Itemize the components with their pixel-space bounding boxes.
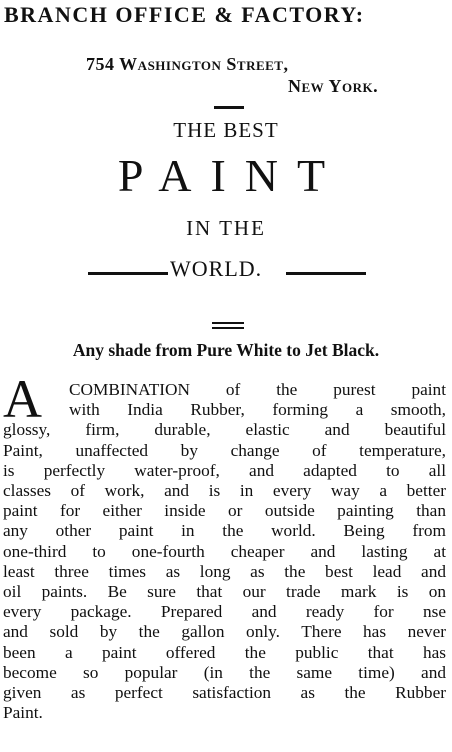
body-line: been a paint offered the public that has [3,642,446,662]
address-street: 754 Washington Street, [86,54,289,74]
branch-office-heading: BRANCH OFFICE & FACTORY: [4,2,365,27]
body-line: any other paint in the world. Being from [3,521,446,541]
body-paragraph [3,380,446,723]
body-line: Paint. [3,703,43,723]
headline-world: WORLD. [170,256,263,281]
address-city: New York. [288,76,379,96]
divider-rule-1 [214,106,244,109]
body-line: every package. Prepared and ready for nse [3,602,446,622]
body-line: with India Rubber, forming a smooth, [69,400,446,420]
headline-world-row [0,256,452,286]
body-line: oil paints. Be sure that our trade mark is on [3,582,446,602]
body-line: become so popular (in the same time) and [3,662,446,682]
world-right-rule [286,272,366,275]
body-line: and sold by the gallon only. There has never [3,622,446,642]
body-line: given as perfect satisfaction as the Rubber [3,683,446,703]
headline-in-the: IN THE [186,216,266,240]
divider-rule-3 [212,327,244,329]
body-line: least three times as long as the best lead and [3,561,446,581]
divider-rule-2 [212,322,244,324]
body-line: is perfectly water-proof, and adapted to all [3,460,446,480]
body-line: classes of work, and is in every way a better [3,481,446,501]
drop-cap-letter: A [3,369,42,429]
headline-the-best: THE BEST [173,118,279,142]
body-line: COMBINATION of the purest paint [69,380,446,399]
world-left-rule [88,272,168,275]
headline-paint: PAINT [117,150,345,201]
body-line: glossy, firm, durable, elastic and beautiful [3,420,446,440]
body-line: Paint, unaffected by change of temperature, [3,440,446,460]
body-line: paint for either inside or outside painting than [3,501,446,521]
body-line: one-third to one-fourth cheaper and lasting at [3,541,446,561]
tagline-shade: Any shade from Pure White to Jet Black. [72,340,380,360]
